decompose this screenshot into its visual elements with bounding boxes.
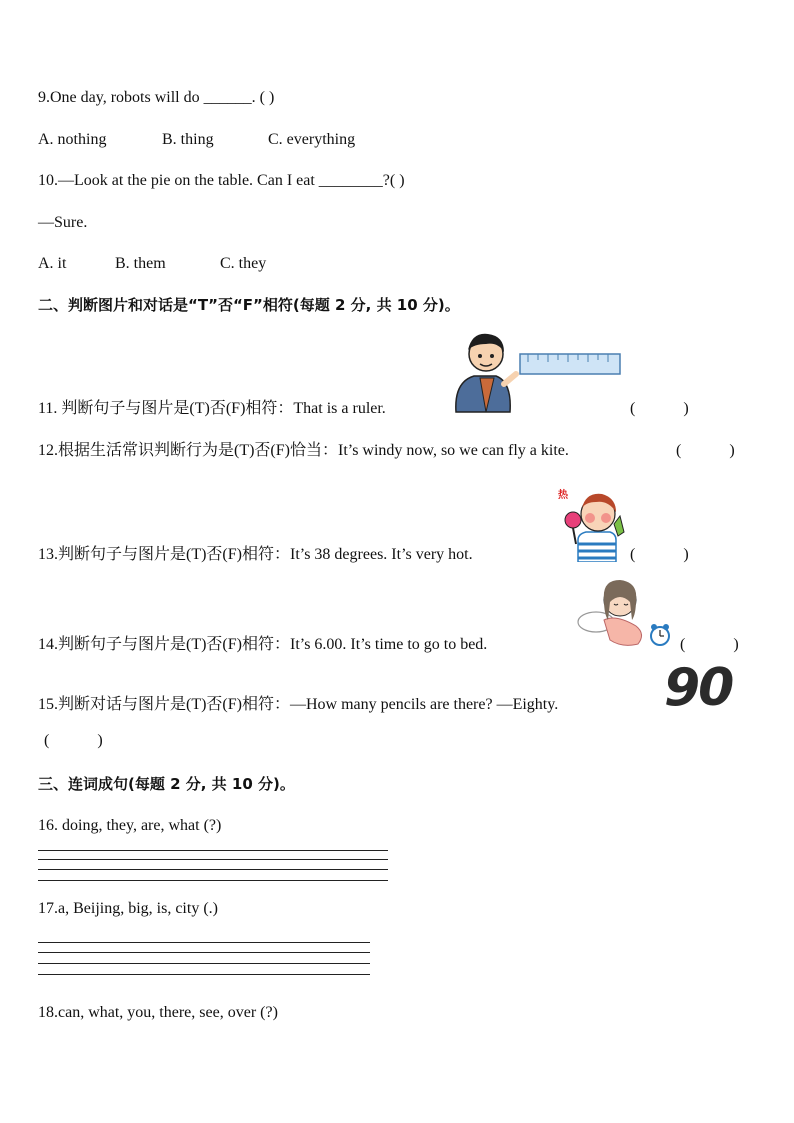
question-10-options	[38, 254, 266, 274]
question-18: 18.can, what, you, there, see, over (?)	[38, 1004, 278, 1021]
answer-parentheses: ( )	[676, 442, 735, 459]
question-16: 16. doing, they, are, what (?)	[38, 817, 222, 834]
writing-line	[38, 974, 370, 975]
question-14: 14.判断句子与图片是(T)否(F)相符：It’s 6.00. It’s time to go to bed.	[38, 636, 488, 653]
writing-line	[38, 880, 388, 881]
writing-line	[38, 942, 370, 943]
writing-line	[38, 963, 370, 964]
question-15: 15.判断对话与图片是(T)否(F)相符：—How many pencils are there? —Eighty.	[38, 696, 559, 713]
hot-label: 热	[558, 490, 568, 501]
section-2-title: 二、判断图片和对话是“T”否“F”相符(每题 2 分, 共 10 分)。	[38, 296, 460, 314]
section-3-title: 三、连词成句(每题 2 分, 共 10 分)。	[38, 775, 295, 793]
question-11: 11. 判断句子与图片是(T)否(F)相符：That is a ruler.	[38, 400, 386, 417]
question-9-options	[38, 130, 355, 150]
answer-parentheses: ( )	[680, 636, 739, 653]
sleeping-girl-picture	[576, 574, 676, 652]
question-10-reply: —Sure.	[38, 214, 88, 231]
answer-parentheses: ( )	[44, 732, 103, 749]
writing-line	[38, 850, 388, 851]
option-a: A. nothing	[38, 131, 107, 148]
answer-parentheses: ( )	[630, 546, 689, 563]
option-b: B. thing	[162, 131, 214, 148]
writing-line	[38, 952, 370, 953]
question-12: 12.根据生活常识判断行为是(T)否(F)恰当：It’s windy now, so we can fly a kite.	[38, 442, 569, 459]
option-b: B. them	[115, 255, 166, 272]
question-17: 17.a, Beijing, big, is, city (.)	[38, 900, 218, 917]
question-10: 10.—Look at the pie on the table. Can I eat ________?( )	[38, 172, 405, 189]
question-9: 9.One day, robots will do ______. ( )	[38, 89, 275, 106]
writing-line	[38, 869, 388, 870]
number-picture: 90	[664, 658, 733, 718]
question-13: 13.判断句子与图片是(T)否(F)相符：It’s 38 degrees. It’s very hot.	[38, 546, 473, 563]
option-a: A. it	[38, 255, 67, 272]
answer-parentheses: ( )	[630, 400, 689, 417]
hot-kid-picture	[556, 484, 628, 562]
option-c: C. everything	[268, 131, 356, 148]
boy-with-ruler-picture	[448, 330, 624, 418]
writing-line	[38, 859, 388, 860]
option-c: C. they	[220, 255, 267, 272]
